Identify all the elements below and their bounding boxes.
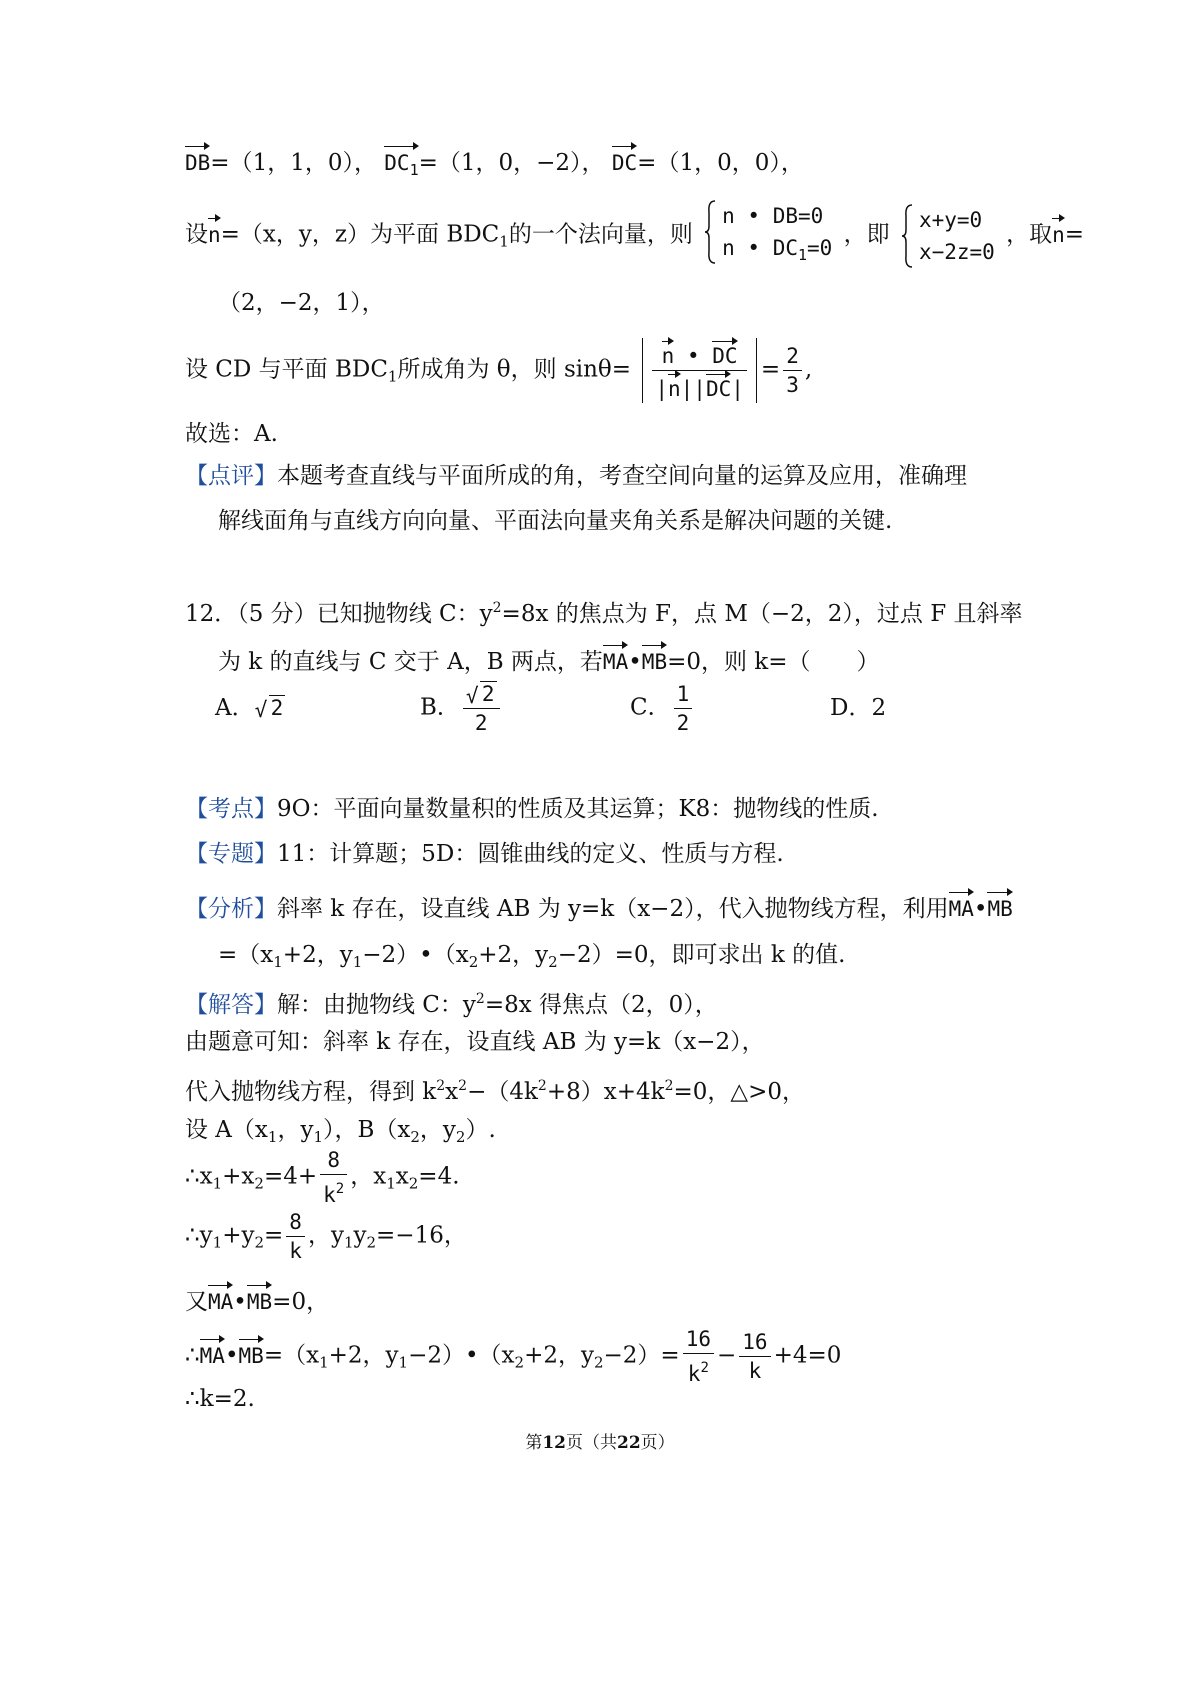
vector-ma: MA xyxy=(208,1282,233,1318)
fraction: $\frac{8}{k^2}$ xyxy=(320,1146,347,1209)
option-c: C． $\frac{1}{2}$ xyxy=(630,680,695,737)
kaodian-tag: 【考点】 xyxy=(185,796,277,822)
vector-n: n xyxy=(1052,215,1065,251)
vector-ma: MA xyxy=(200,1336,225,1372)
vector-mb: MB xyxy=(642,642,667,678)
jieda-tag: 【解答】 xyxy=(185,992,277,1018)
fenxi-line-2: $=(x_1+2$，$y_1-2)•(x_2+2$，$y_2-2)=0$，即可求出 k 的值. xyxy=(218,942,846,971)
system-row: x+y=0 xyxy=(918,207,983,232)
review-line: 【点评】本题考查直线与平面所成的角，考查空间向量的运算及应用，准确理 xyxy=(185,463,967,489)
sqrt: √ 2 xyxy=(254,696,284,722)
zhuanti-tag: 【专题】 xyxy=(185,841,277,867)
vector-mb: MB xyxy=(239,1336,264,1372)
solution-line-8: $\therefore MA•MB=(x_1+2$，$y_1-2)•(x_2+2$，$y_2-2)=$ $\frac{16}{k^2}$ − $\frac{16}{k}$ +4=0 xyxy=(185,1327,842,1386)
kaodian-line: 【考点】9O：平面向量数量积的性质及其运算；K8：抛物线的性质. xyxy=(185,796,879,822)
solution-line-5: $\therefore x_1+x_2=4+$ $\frac{8}{k^2}$ ，$x_1x_2=4$. xyxy=(185,1148,460,1207)
vector-ma: MA xyxy=(949,889,974,925)
equation-system-2 xyxy=(901,204,995,268)
fraction: $\frac{8}{k}$ xyxy=(286,1208,305,1265)
vector-n: n xyxy=(208,215,221,251)
fraction: $\frac{16}{k^2}$ xyxy=(683,1325,714,1388)
review-line-2: 解线面角与直线方向向量、平面法向量夹角关系是解决问题的关键. xyxy=(218,508,893,534)
fenxi-line: 【分析】斜率 k 存在，设直线 AB 为 y=k（x−2），代入抛物线方程，利用MA•MB xyxy=(185,889,1013,925)
solution-line-7: 又MA•MB=0， xyxy=(185,1282,329,1318)
fenxi-tag: 【分析】 xyxy=(185,896,277,922)
question-12: 12．（5 分）已知抛物线 C：$y^2=8x$ 的焦点为 F，点 M（−2，2），过点 F 且斜率 xyxy=(185,600,1023,627)
option-a: A． √ 2 xyxy=(215,692,285,724)
option-b: B． √ 2 2 xyxy=(420,680,503,737)
solution-line-4: 设 $A(x_1$，$y_1$），$B(x_2$，$y_2$）. xyxy=(185,1117,496,1146)
fraction: √ 2 2 xyxy=(463,680,500,737)
fraction: $\frac{2}{3}$ xyxy=(783,342,802,399)
page-total: 22 xyxy=(617,1433,641,1453)
vector-ma: MA xyxy=(603,642,628,678)
sine-formula-line: 设 CD 与平面 $BDC_1$所成角为 θ，则 sinθ= $\frac{n • DC}{|n||DC|}$ = $\frac{2}{3}$ , xyxy=(185,338,812,403)
brace-icon xyxy=(901,204,913,268)
fraction: $\frac{1}{2}$ xyxy=(674,680,693,737)
vector-mb: MB xyxy=(247,1282,272,1318)
page-footer: 第12页（共22页） xyxy=(525,1433,675,1453)
review-tag: 【点评】 xyxy=(185,463,277,489)
system-row: x−2z=0 xyxy=(918,239,995,264)
option-d: D．2 xyxy=(830,695,887,721)
fraction: $\frac{16}{k}$ xyxy=(739,1328,770,1385)
solution-line-9: ∴k=2. xyxy=(185,1386,255,1412)
absolute-value xyxy=(642,338,757,403)
vector-dc: DC xyxy=(612,143,637,179)
vector-mb: MB xyxy=(987,889,1012,925)
solution-line-2: 由题意可知：斜率 k 存在，设直线 AB 为 y=k（x−2）， xyxy=(185,1029,765,1055)
normal-vector-value: （2，−2，1）， xyxy=(218,290,385,316)
fraction: $\frac{n • DC}{|n||DC|}$ xyxy=(652,338,747,403)
solution-line-6: $\therefore y_1+y_2=$ $\frac{8}{k}$ ，$y_1y_2=-16$， xyxy=(185,1210,467,1263)
question-12-line-2: 为 k 的直线与 C 交于 A，B 两点，若MA•MB=0，则 k=（ ） xyxy=(218,642,880,678)
brace-icon xyxy=(704,200,716,264)
system-row: n • $DC_1=0$ xyxy=(722,236,833,264)
answer-line: 故选：A. xyxy=(185,421,278,447)
normal-vector-line: 设n=（x，y，z）为平面 $BDC_1$的一个法向量，则 n • DB=0 n • $DC_1=0$ ，即 x+y=0 x−2z=0 ，取n= xyxy=(185,200,1084,271)
vector-dc1: $DC_1$ xyxy=(384,143,418,186)
zhuanti-line: 【专题】11：计算题；5D：圆锥曲线的定义、性质与方程. xyxy=(185,841,784,867)
vector-line: DB=（1，1，0）， $DC_1=(1$，0，−2）， DC=（1，0，0）， xyxy=(185,143,804,186)
solution-line-3: 代入抛物线方程，得到 $k^2x^2-(4k^2+8)x+4k^2=0$，△>0， xyxy=(185,1078,805,1105)
page-number: 12 xyxy=(542,1433,566,1453)
vector-db: DB xyxy=(185,143,210,179)
equation-system-1 xyxy=(704,200,832,271)
system-row: n • DB=0 xyxy=(722,204,824,228)
jieda-line: 【解答】解：由抛物线 C：$y^2=8x$ 得焦点（2，0）， xyxy=(185,991,718,1018)
